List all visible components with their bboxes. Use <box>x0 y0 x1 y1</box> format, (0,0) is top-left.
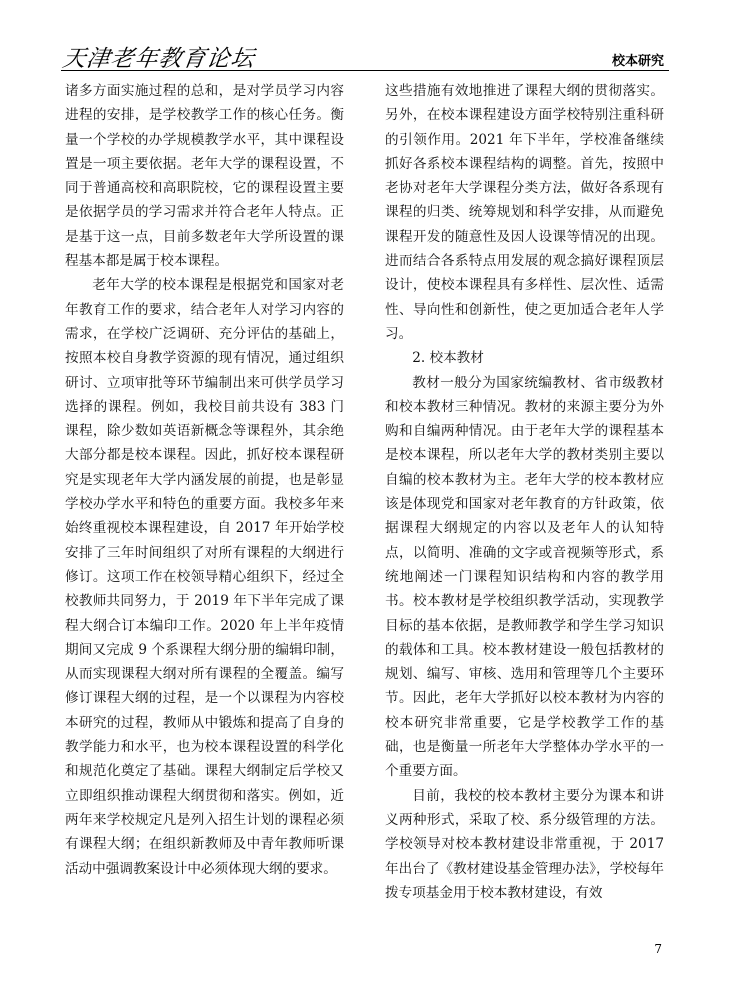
paragraph: 目前，我校的校本教材主要分为课本和讲义两种形式，采取了校、系分级管理的方法。学校领导对校本教材建设非常重视，于 2017 年出台了《教材建设基金管理办法》，学校每年拨专项基金用于校本教材建设，有效 <box>385 787 664 901</box>
right-column <box>385 79 664 905</box>
paragraph: 这些措施有效地推进了课程大纲的贯彻落实。另外，在校本课程建设方面学校特别注重科研的引领作用。2021 年下半年，学校准备继续抓好各系校本课程结构的调整。首先，按照中老协对老年大学课程分类方法，做好各系现有课程的归类、统筹规划和科学安排，从而避免课程开发的随意性及因人设课等情况的出现。进而结合各系特点用发展的观念搞好课程顶层设计，使校本课程具有多样性、层次性、适需性、导向性和创新性，使之更加适合老年人学习。 <box>385 83 664 342</box>
journal-logo: 天津老年教育论坛 <box>60 46 257 72</box>
section-title: 校本研究 <box>611 54 664 69</box>
subheading: 2. 校本教材 <box>412 350 484 367</box>
paragraph: 教材一般分为国家统编教材、省市级教材和校本教材三种情况。教材的来源主要分为外购和自编两种情况。由于老年大学的课程基本是校本课程，所以老年大学的教材类别主要以自编的校本教材为主。老年大学的校本教材应该是体现党和国家对老年教育的方针政策，依据课程大纲规定的内容以及老年人的认知特点，以简明、准确的文字或音视频等形式，系统地阐述一门课程知识结构和内容的教学用书。校本教材是学校组织教学活动，实现教学目标的基本依据，是教师教学和学生学习知识的载体和工具。校本教材建设一般包括教材的规划、编写、审核、选用和管理等几个主要环节。因此，老年大学抓好以校本教材为内容的校本研究非常重要，它是学校教学工作的基础，也是衡量一所老年大学整体办学水平的一个重要方面。 <box>385 374 664 780</box>
page-number: 7 <box>654 942 662 956</box>
header-rule <box>61 70 669 71</box>
page-header <box>0 0 730 76</box>
paragraph: 老年大学的校本课程是根据党和国家对老年教育工作的要求，结合老年人对学习内容的需求，在学校广泛调研、充分评估的基础上，按照本校自身教学资源的现有情况，通过组织研讨、立项审批等环节编制出来可供学员学习选择的课程。例如，我校目前共设有 383 门课程，除少数如英语新概念等课程外，其余绝大部分都是校本课程。因此，抓好校本课程研究是实现老年大学内涵发展的前提，也是彰显学校办学水平和特色的重要方面。我校多年来始终重视校本课程建设，自 2017 年开始学校安排了三年时间组织了对所有课程的大纲进行修订。这项工作在校领导精心组织下，经过全校教师共同努力，于 2019 年下半年完成了课程大纲合订本编印工作。2020 年上半年疫情期间又完成 9 个系课程大纲分册的编辑印制，从而实现课程大纲对所有课程的全覆盖。编写修订课程大纲的过程，是一个以课程为内容校本研究的过程，教师从中锻炼和提高了自身的教学能力和水平，也为校本课程设置的科学化和规范化奠定了基础。课程大纲制定后学校又立即组织推动课程大纲贯彻和落实。例如，近两年来学校规定凡是列入招生计划的课程必须有课程大纲；在组织新教师及中青年教师听课活动中强调教案设计中必须体现大纲的要求。 <box>65 277 344 877</box>
paragraph: 诸多方面实施过程的总和，是对学员学习内容进程的安排，是学校教学工作的核心任务。衡量一个学校的办学规模教学水平，其中课程设置是一项主要依据。老年大学的课程设置，不同于普通高校和高职院校，它的课程设置主要是依据学员的学习需求并符合老年人特点。正是基于这一点，目前多数老年大学所设置的课程基本都是属于校本课程。 <box>65 83 344 270</box>
left-column <box>65 79 344 881</box>
